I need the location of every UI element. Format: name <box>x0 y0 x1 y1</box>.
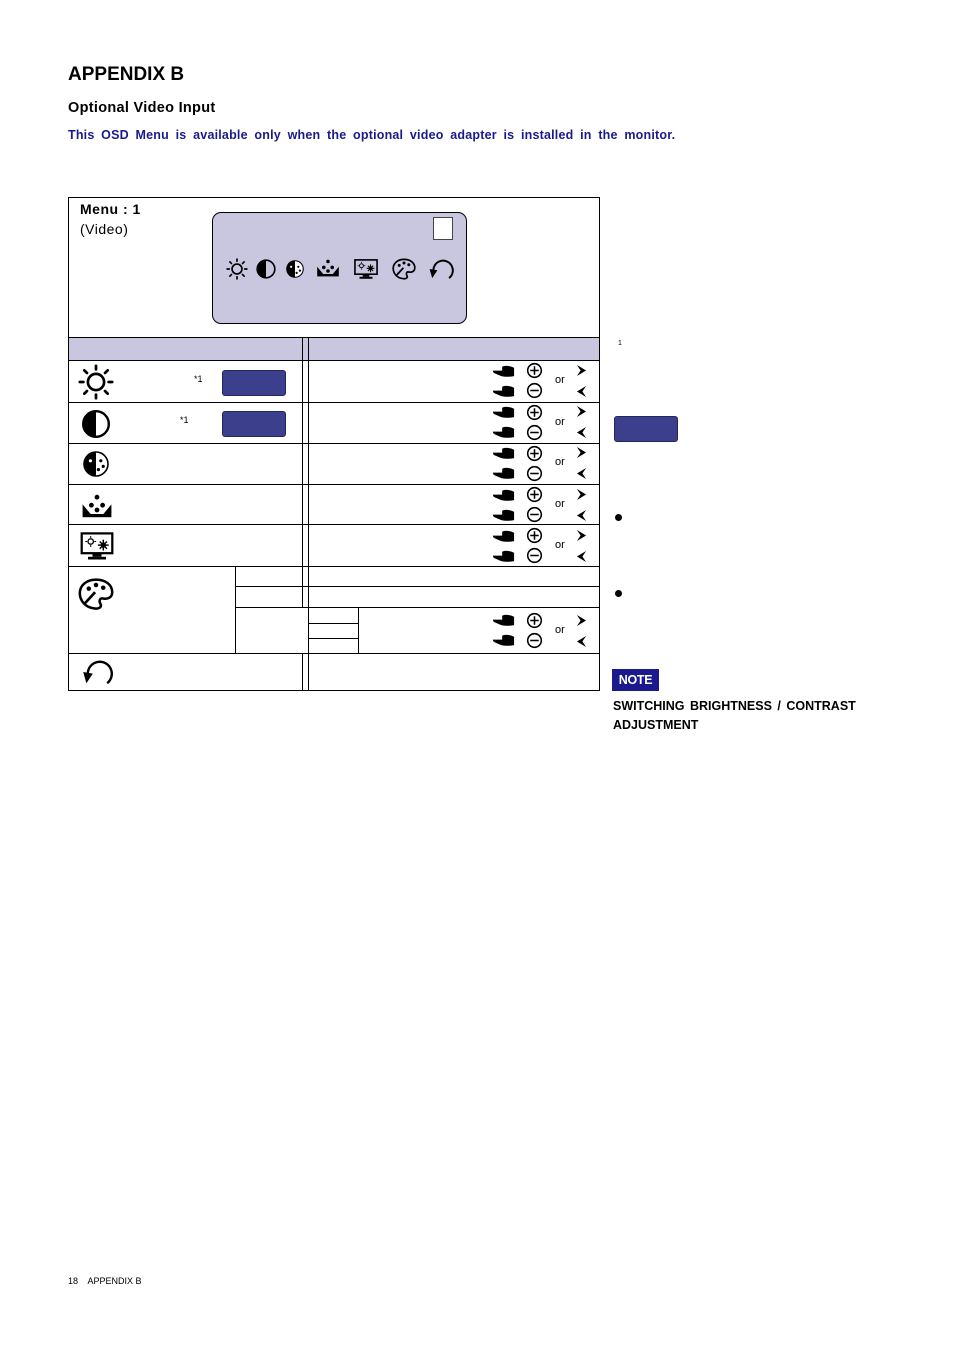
bullet-dot <box>615 514 622 521</box>
or-label: or <box>555 498 565 510</box>
plus-icon[interactable] <box>526 486 543 503</box>
row-reset-icon <box>78 656 114 688</box>
reset-icon <box>426 256 454 282</box>
row-sharpness-icon <box>80 448 112 480</box>
or-label: or <box>555 456 565 468</box>
hand-icon <box>493 509 515 522</box>
hand-icon <box>493 447 515 460</box>
right-arrow-icon[interactable] <box>576 364 587 377</box>
availability-notice: This OSD Menu is available only when the optional video adapter is installed in the monitor. <box>68 128 676 142</box>
brightness-icon <box>226 258 248 280</box>
hand-icon <box>493 614 515 627</box>
table-header-bar <box>69 338 599 360</box>
footnote-star: *1 <box>180 415 189 425</box>
minus-icon[interactable] <box>526 506 543 523</box>
note-text: SWITCHING BRIGHTNESS / CONTRAST ADJUSTMENT <box>613 699 856 732</box>
hand-icon <box>493 365 515 378</box>
footnote-star: *1 <box>194 374 203 384</box>
or-label: or <box>555 416 565 428</box>
osd-cursor-box <box>433 217 453 240</box>
right-arrow-icon[interactable] <box>576 614 587 627</box>
right-arrow-icon[interactable] <box>576 405 587 418</box>
sharpness-icon <box>284 258 306 280</box>
or-label: or <box>555 624 565 636</box>
hand-icon <box>493 426 515 439</box>
palette-icon <box>392 257 416 281</box>
row-display-settings-icon <box>77 528 117 564</box>
hand-icon <box>493 406 515 419</box>
contrast-icon <box>255 258 277 280</box>
brightness-button[interactable] <box>222 370 286 396</box>
or-label: or <box>555 539 565 551</box>
right-arrow-icon[interactable] <box>576 529 587 542</box>
plus-icon[interactable] <box>526 612 543 629</box>
hand-icon <box>493 550 515 563</box>
plus-icon[interactable] <box>526 404 543 421</box>
display-settings-icon <box>352 256 380 282</box>
hand-icon <box>493 634 515 647</box>
page-title: APPENDIX B <box>68 64 185 85</box>
menu-sublabel: (Video) <box>80 221 129 237</box>
left-arrow-icon[interactable] <box>576 635 587 648</box>
plus-icon[interactable] <box>526 445 543 462</box>
minus-icon[interactable] <box>526 424 543 441</box>
row-color-level-icon <box>77 490 117 522</box>
row-palette-icon <box>78 576 114 612</box>
left-arrow-icon[interactable] <box>576 385 587 398</box>
note-badge: NOTE <box>612 669 659 691</box>
hand-icon <box>493 385 515 398</box>
bullet-dot <box>615 590 622 597</box>
minus-icon[interactable] <box>526 465 543 482</box>
footer-section: APPENDIX B <box>87 1276 142 1286</box>
hand-icon <box>493 489 515 502</box>
page-number: 18 <box>68 1276 79 1286</box>
hand-icon <box>493 467 515 480</box>
or-label: or <box>555 374 565 386</box>
switch-button[interactable] <box>614 416 678 442</box>
left-arrow-icon[interactable] <box>576 509 587 522</box>
page-footer <box>68 1276 142 1286</box>
plus-icon[interactable] <box>526 362 543 379</box>
left-arrow-icon[interactable] <box>576 467 587 480</box>
contrast-button[interactable] <box>222 411 286 437</box>
left-arrow-icon[interactable] <box>576 426 587 439</box>
menu-label: Menu : 1 <box>80 201 141 217</box>
right-arrow-icon[interactable] <box>576 488 587 501</box>
right-arrow-icon[interactable] <box>576 446 587 459</box>
row-brightness-icon <box>78 364 114 400</box>
footnote-mark: 1 <box>618 340 622 347</box>
minus-icon[interactable] <box>526 382 543 399</box>
minus-icon[interactable] <box>526 547 543 564</box>
minus-icon[interactable] <box>526 632 543 649</box>
color-level-icon <box>313 256 343 280</box>
plus-icon[interactable] <box>526 527 543 544</box>
section-subtitle: Optional Video Input <box>68 100 216 116</box>
hand-icon <box>493 530 515 543</box>
left-arrow-icon[interactable] <box>576 550 587 563</box>
row-contrast-icon <box>80 408 112 440</box>
